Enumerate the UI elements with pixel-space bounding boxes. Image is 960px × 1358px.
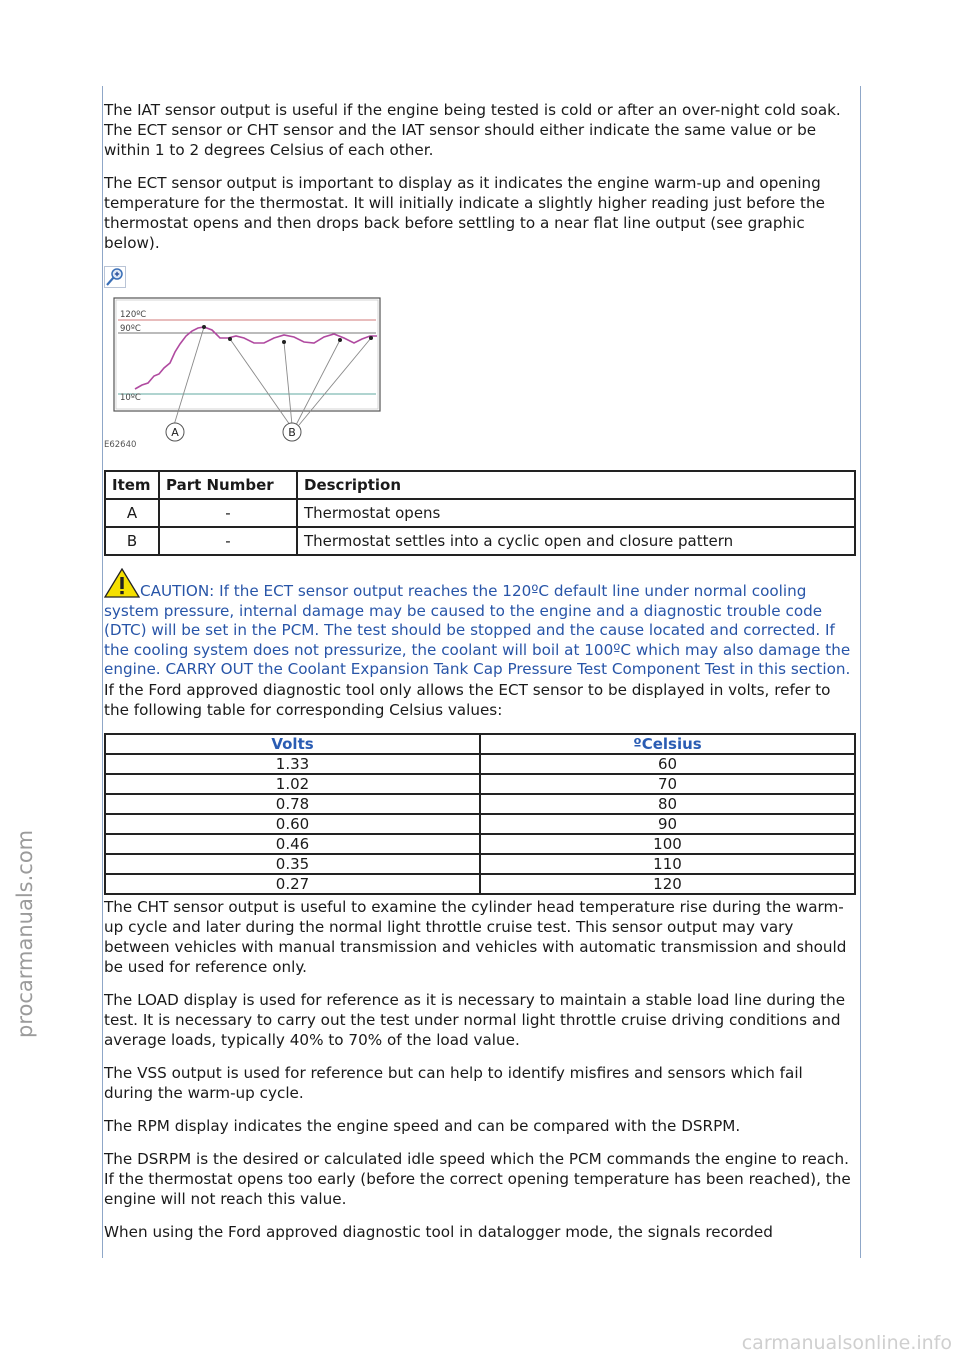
- volts-celsius-table: [104, 733, 856, 895]
- side-watermark: [2, 780, 42, 1040]
- volts-cell: 0.60: [105, 814, 480, 834]
- header-part-number: Part Number: [159, 471, 297, 499]
- volts-cell: 0.35: [105, 854, 480, 874]
- header-description: Description: [297, 471, 855, 499]
- label-90c: 90ºC: [120, 324, 141, 334]
- paragraph-ect: The ECT sensor output is important to display as it indicates the engine warm-up and opening temperature for the thermostat. It will initially indicate a slightly higher reading just before the thermostat opens and then drops back before settling to a near flat line output (see graphic below).: [104, 174, 825, 252]
- table-row: [105, 874, 855, 894]
- side-watermark-text: procarmanuals.com: [13, 829, 37, 1038]
- label-10c: 10ºC: [120, 393, 141, 403]
- paragraph-vss: The VSS output is used for reference but can help to identify misfires and sensors which fail during the warm-up cycle.: [104, 1063, 803, 1102]
- volts-cell: 1.33: [105, 754, 480, 774]
- bottom-watermark-text: carmanualsonline.info: [741, 1332, 952, 1354]
- paragraph-load: The LOAD display is used for reference as it is necessary to maintain a stable load line during the test. It is necessary to carry out the test under normal light throttle cruise driving conditions and average loads, typically 40% to 70% of the load value.: [104, 990, 846, 1049]
- figure-id: E62640: [104, 440, 137, 450]
- paragraph-rpm: The RPM display indicates the engine speed and can be compared with the DSRPM.: [104, 1116, 741, 1135]
- table-row: [105, 499, 855, 527]
- paragraph-dsrpm: The DSRPM is the desired or calculated idle speed which the PCM commands the engine to reach. If the thermostat opens too early (before the correct opening temperature has been reached), the engine will not reach this value.: [104, 1149, 851, 1208]
- volts-cell: 1.02: [105, 774, 480, 794]
- volts-table-header: [105, 734, 855, 754]
- header-celsius: ºCelsius: [480, 734, 855, 754]
- bottom-watermark: [714, 1330, 954, 1354]
- header-volts: Volts: [105, 734, 480, 754]
- table-row: [105, 754, 855, 774]
- paragraph-iat: The IAT sensor output is useful if the engine being tested is cold or after an over-night cold soak. The ECT sensor or CHT sensor and the IAT sensor should either indicate the same value or be within 1 to 2 degrees Celsius of each other.: [104, 101, 841, 159]
- paragraph-datalogger: When using the Ford approved diagnostic tool in datalogger mode, the signals recorded: [104, 1222, 773, 1241]
- volts-cell: 0.27: [105, 874, 480, 894]
- description-cell: Thermostat opens: [297, 499, 855, 527]
- table-row: [105, 774, 855, 794]
- parts-table: [104, 470, 856, 556]
- celsius-cell: 120: [480, 874, 855, 894]
- volts-cell: 0.78: [105, 794, 480, 814]
- zoom-in-icon[interactable]: [104, 266, 126, 288]
- caution-text: CAUTION: If the ECT sensor output reaches the 120ºC default line under normal cooling system pressure, internal damage may be caused to the engine and a diagnostic trouble code (DTC) will be set in the PCM. The test should be stopped and the cause located and corrected. If the cooling system does not pressurize, the coolant will boil at 100ºC which may also damage the engine. CARRY OUT the Coolant Expansion Tank Cap Pressure Test Component Test in this section.: [104, 582, 851, 678]
- warning-triangle-icon: [104, 568, 140, 598]
- header-item: Item: [105, 471, 159, 499]
- label-120c: 120ºC: [120, 310, 147, 320]
- ect-warmup-graphic: [104, 292, 394, 452]
- celsius-cell: 80: [480, 794, 855, 814]
- caution-note: [104, 568, 856, 680]
- paragraph-cht: The CHT sensor output is useful to examine the cylinder head temperature rise during the warm-up cycle and later during the normal light throttle cruise test. This sensor output may vary between vehicles with manual transmission and vehicles with automatic transmission and should be used for reference only.: [104, 897, 847, 976]
- celsius-cell: 110: [480, 854, 855, 874]
- document-body: [104, 100, 856, 1255]
- table-row: [105, 854, 855, 874]
- celsius-cell: 90: [480, 814, 855, 834]
- part-number-cell: -: [159, 527, 297, 555]
- callout-b: B: [288, 426, 296, 439]
- table-row: [105, 814, 855, 834]
- part-number-cell: -: [159, 499, 297, 527]
- item-cell: B: [105, 527, 159, 555]
- description-cell: Thermostat settles into a cyclic open and closure pattern: [297, 527, 855, 555]
- item-cell: A: [105, 499, 159, 527]
- callout-a: A: [171, 426, 179, 439]
- celsius-cell: 100: [480, 834, 855, 854]
- volts-cell: 0.46: [105, 834, 480, 854]
- celsius-cell: 60: [480, 754, 855, 774]
- celsius-cell: 70: [480, 774, 855, 794]
- table-row: [105, 527, 855, 555]
- parts-table-header: [105, 471, 855, 499]
- table-row: [105, 794, 855, 814]
- paragraph-volts-intro: If the Ford approved diagnostic tool only allows the ECT sensor to be displayed in volts, refer to the following table for corresponding Celsius values:: [104, 680, 831, 719]
- table-row: [105, 834, 855, 854]
